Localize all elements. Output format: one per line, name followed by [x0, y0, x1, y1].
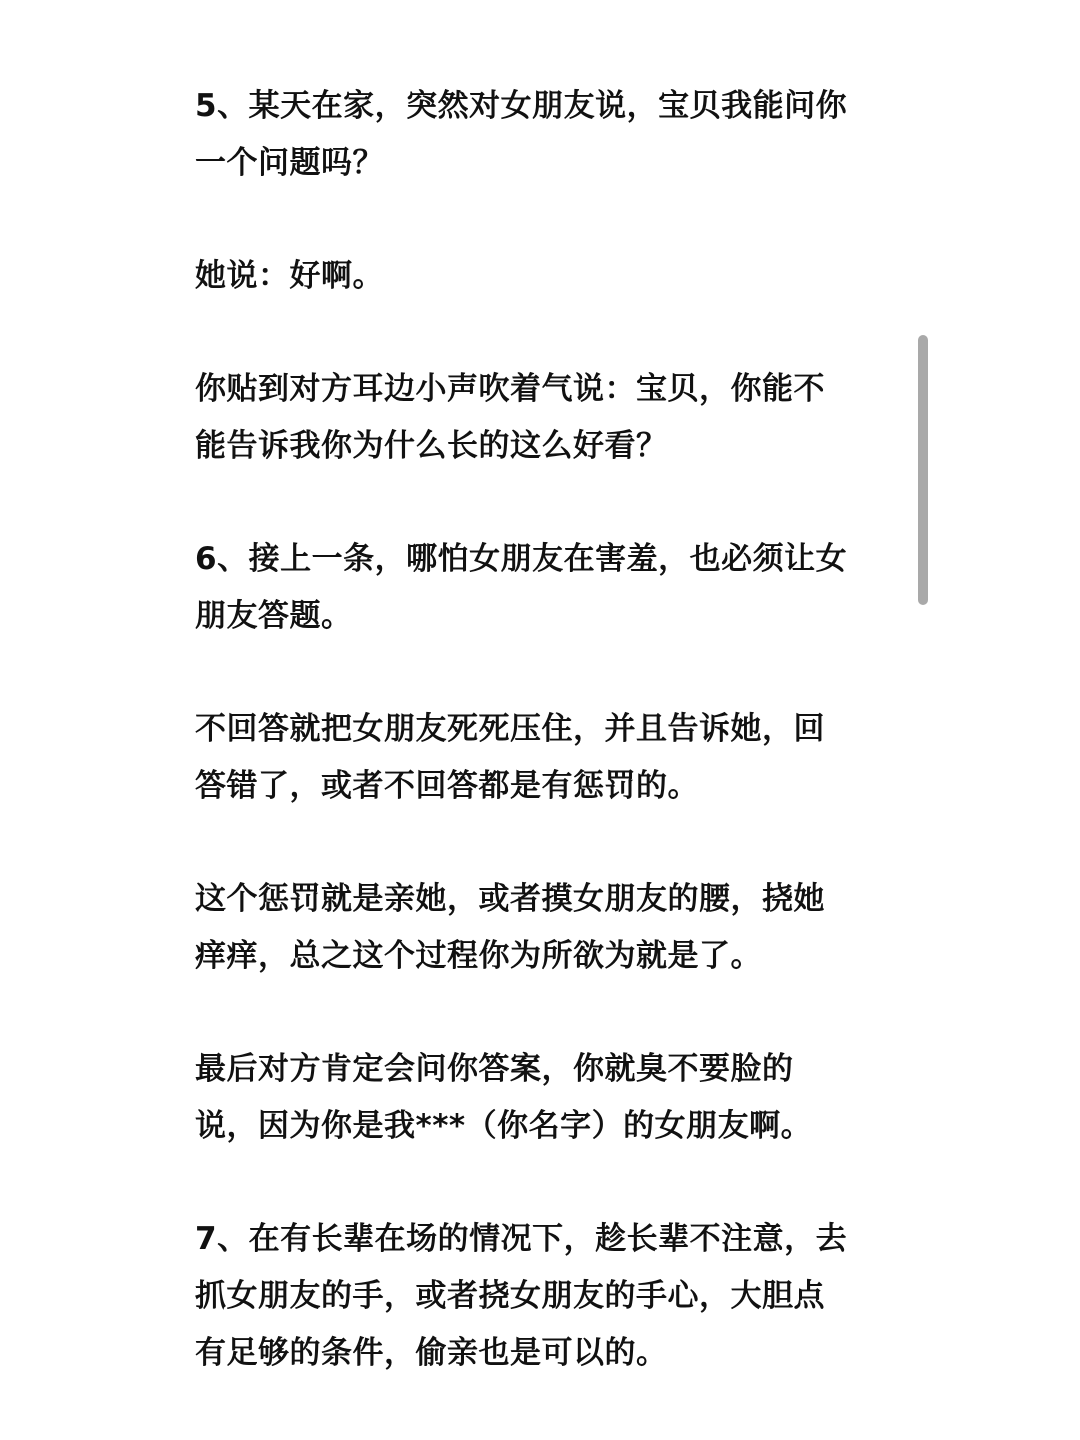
- vertical-scrollbar[interactable]: [918, 335, 928, 605]
- text-line: 这个惩罚就是亲她，或者摸女朋友的腰，挠她: [195, 881, 825, 917]
- text-line: 能告诉我你为什么长的这么好看？: [195, 428, 668, 464]
- paragraph-penalty-detail: [195, 871, 895, 985]
- paragraph-reply: [195, 248, 895, 305]
- text-line: 有足够的条件，偷亲也是可以的。: [195, 1335, 668, 1371]
- text-line: 5、某天在家，突然对女朋友说，宝贝我能问你: [195, 88, 848, 124]
- scrollbar-thumb[interactable]: [918, 335, 928, 605]
- paragraph-tip-7: [195, 1211, 895, 1382]
- paragraph-tip-6: [195, 531, 895, 645]
- paragraph-whisper: [195, 361, 895, 475]
- text-line: 你贴到对方耳边小声吹着气说：宝贝，你能不: [195, 371, 825, 407]
- text-line: 朋友答题。: [195, 598, 353, 634]
- text-line: 痒痒，总之这个过程你为所欲为就是了。: [195, 938, 762, 974]
- text-line: 一个问题吗？: [195, 145, 384, 181]
- paragraph-penalty-rule: [195, 701, 895, 815]
- article-body: [195, 78, 895, 1438]
- text-line: 7、在有长辈在场的情况下，趁长辈不注意，去: [195, 1221, 848, 1257]
- text-line: 答错了，或者不回答都是有惩罚的。: [195, 768, 699, 804]
- paragraph-answer: [195, 1041, 895, 1155]
- paragraph-tip-5: [195, 78, 895, 192]
- text-line: 6、接上一条，哪怕女朋友在害羞，也必须让女: [195, 541, 848, 577]
- text-line: 抓女朋友的手，或者挠女朋友的手心，大胆点: [195, 1278, 825, 1314]
- text-line: 最后对方肯定会问你答案，你就臭不要脸的: [195, 1051, 794, 1087]
- text-line: 说，因为你是我***（你名字）的女朋友啊。: [195, 1108, 813, 1144]
- text-line: 她说：好啊。: [195, 258, 384, 294]
- text-line: 不回答就把女朋友死死压住，并且告诉她，回: [195, 711, 825, 747]
